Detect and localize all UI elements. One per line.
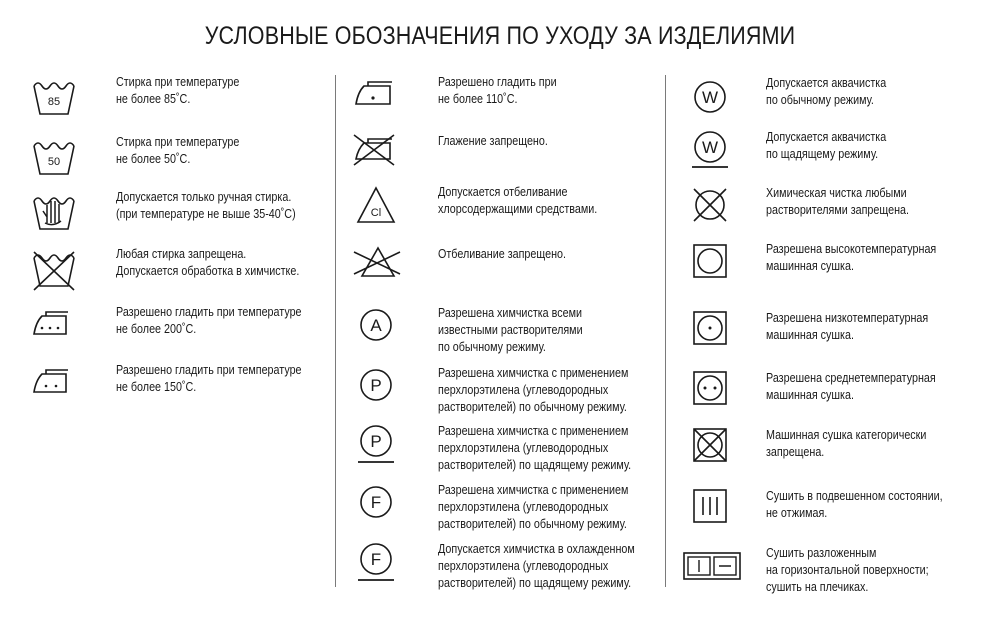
care-text: Сушить в подвешенном состоянии, не отжимая. xyxy=(766,489,943,520)
no-dry-clean-icon xyxy=(680,185,740,235)
column-divider-1 xyxy=(335,75,336,587)
dry-clean-p-icon xyxy=(352,365,412,415)
care-text: Разрешена низкотемпературная машинная сушка. xyxy=(766,311,929,342)
wet-clean-gentle-icon xyxy=(680,129,740,179)
dry-clean-p-label: P xyxy=(370,376,382,395)
care-text: Разрешена химчистка с применением перхлорэтилена (углеводородных растворителей) по обычному режиму. xyxy=(438,483,629,531)
wash-50-icon xyxy=(30,134,90,184)
dry-clean-f-gentle-label: F xyxy=(370,550,382,569)
no-iron-icon xyxy=(352,133,412,183)
wash-85-label: 85 xyxy=(47,96,61,108)
tumble-dry-high-icon xyxy=(680,241,740,291)
dry-clean-f-icon xyxy=(352,482,412,532)
wet-clean-icon xyxy=(680,75,740,125)
care-text: Разрешена химчистка с применением перхлорэтилена (углеводородных растворителей) по щадящему режиму. xyxy=(438,424,632,472)
care-text: Стирка при температуре не более 50˚С. xyxy=(116,135,240,166)
iron-200-icon xyxy=(30,304,90,354)
care-text: Допускается химчистка в охлажденном перхлорэтилена (углеводородных растворителей) по щадящему режиму. xyxy=(438,542,635,590)
care-text: Отбеливание запрещено. xyxy=(438,247,566,261)
dry-clean-p-gentle-icon xyxy=(352,423,412,473)
dry-clean-f-label: F xyxy=(370,493,382,512)
wet-clean-gentle-label: W xyxy=(701,138,719,157)
iron-110-icon xyxy=(352,74,412,124)
no-wash-icon xyxy=(30,246,90,296)
care-text: Разрешена высокотемпературная машинная сушка. xyxy=(766,242,937,273)
dry-flat-icon xyxy=(680,545,740,595)
tumble-dry-low-icon xyxy=(680,310,740,360)
care-text: Разрешена среднетемпературная машинная сушка. xyxy=(766,371,936,402)
care-text: Разрешено гладить при температуре не более 150˚С. xyxy=(116,363,302,394)
wash-50-label: 50 xyxy=(47,156,61,168)
hand-wash-icon xyxy=(30,189,90,239)
iron-150-icon xyxy=(30,362,90,412)
care-text: Машинная сушка категорически запрещена. xyxy=(766,428,927,459)
tumble-dry-medium-icon xyxy=(680,370,740,420)
care-text: Разрешена химчистка с применением перхлорэтилена (углеводородных растворителей) по обычному режиму. xyxy=(438,366,629,414)
care-text: Допускается только ручная стирка. (при температуре не выше 35-40˚С) xyxy=(116,190,296,221)
no-bleach-icon xyxy=(352,246,412,296)
care-text: Разрешена химчистка всеми известными растворителями по обычному режиму. xyxy=(438,306,583,354)
care-text: Стирка при температуре не более 85˚С. xyxy=(116,75,240,106)
dry-clean-p-gentle-label: P xyxy=(370,432,382,451)
dry-clean-a-icon xyxy=(352,305,412,355)
dry-clean-a-label: A xyxy=(370,316,382,335)
no-tumble-dry-icon xyxy=(680,427,740,477)
drip-dry-icon xyxy=(680,488,740,538)
care-text: Разрешено гладить при температуре не более 200˚С. xyxy=(116,305,302,336)
care-text: Химическая чистка любыми растворителями запрещена. xyxy=(766,186,910,217)
care-text: Допускается аквачистка по обычному режиму. xyxy=(766,76,887,107)
chlorine-bleach-icon xyxy=(352,184,412,234)
wet-clean-label: W xyxy=(701,88,719,107)
dry-clean-f-gentle-icon xyxy=(352,541,412,591)
care-text: Разрешено гладить при не более 110˚С. xyxy=(438,75,557,106)
care-text: Любая стирка запрещена. Допускается обработка в химчистке. xyxy=(116,247,300,278)
care-text: Глажение запрещено. xyxy=(438,134,548,148)
chlorine-label: Cl xyxy=(370,207,382,219)
care-text: Допускается аквачистка по щадящему режиму. xyxy=(766,130,887,161)
care-text: Допускается отбеливание хлорсодержащими средствами. xyxy=(438,185,598,216)
page-title: УСЛОВНЫЕ ОБОЗНАЧЕНИЯ ПО УХОДУ ЗА ИЗДЕЛИЯМИ xyxy=(204,22,796,50)
wash-85-icon xyxy=(30,74,90,124)
care-text: Сушить разложенным на горизонтальной поверхности; сушить на плечиках. xyxy=(766,546,929,594)
column-divider-2 xyxy=(665,75,666,587)
